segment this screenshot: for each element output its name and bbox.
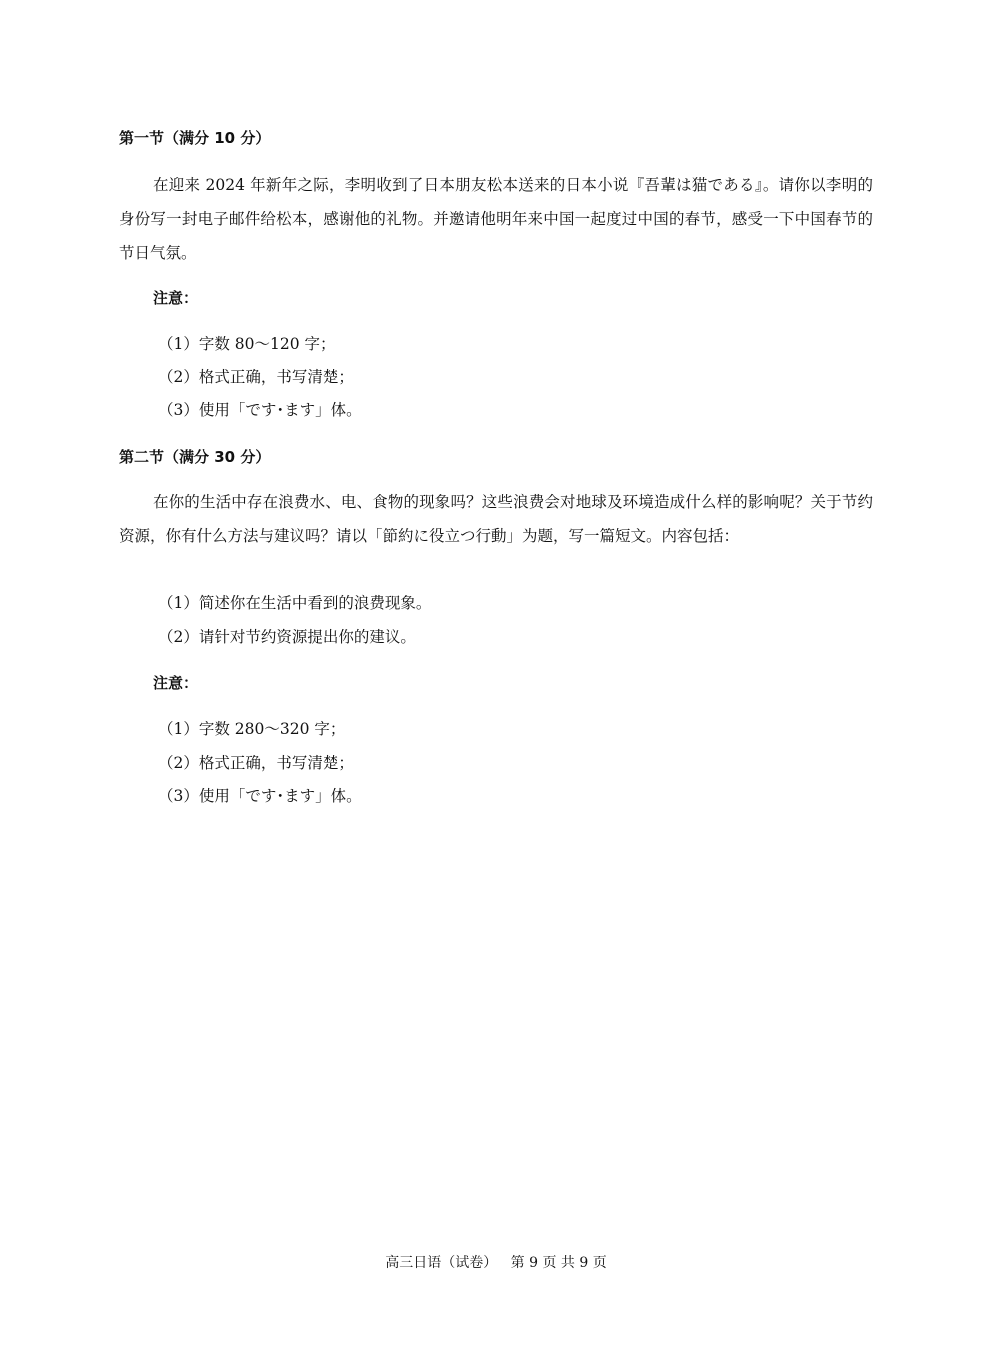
section2-note-2: （2）格式正确，书写清楚； xyxy=(158,754,354,772)
section1-paragraph-before: 在迎来 2024 年新年之际，李明收到了日本朋友松本送来的日本小说 xyxy=(153,176,629,194)
section2-content-item-1: （1）简述你在生活中看到的浪费现象。 xyxy=(158,594,432,612)
section1-note-2: （2）格式正确，书写清楚； xyxy=(158,368,354,386)
section1-heading: 第一节（满分 10 分） xyxy=(119,129,271,147)
section1-note-1: （1）字数 80～120 字； xyxy=(158,335,336,353)
section2-content-item-2: （2）请针对节约资源提出你的建议。 xyxy=(158,628,416,646)
page-footer: 高三日语（试卷） 第 9 页 共 9 页 xyxy=(385,1255,607,1271)
section1-paragraph-after: 。请你以李明的身份写一封电子邮件给松本，感谢他的礼物。并邀请他明年来中国一起度过中国的春节，感受一下中国春节的节日气氛。 xyxy=(119,176,873,262)
section1-paragraph xyxy=(119,168,873,270)
essay-topic: 「節約に役立つ行動」 xyxy=(367,527,523,545)
section2-note-label: 注意： xyxy=(153,674,199,692)
section1-note-3-style: 「です･ます」 xyxy=(229,401,331,419)
section1-note-3-before: （3）使用 xyxy=(158,401,230,419)
section2-note-3-before: （3）使用 xyxy=(158,787,230,805)
section2-paragraph-before: 在你的生活中存在浪费水、电、食物的现象吗？这些浪费会对地球及环境造成什么样的影响呢？关于节约资源，你有什么方法与建议吗？请以 xyxy=(119,493,873,545)
section2-paragraph-after: 为题，写一篇短文。内容包括： xyxy=(522,527,740,545)
section2-heading: 第二节（满分 30 分） xyxy=(119,448,271,466)
section2-paragraph xyxy=(119,485,873,553)
section2-note-3-after: 体。 xyxy=(330,787,362,805)
section1-note-3 xyxy=(158,399,362,421)
book-title: 『吾輩は猫である』 xyxy=(628,176,763,194)
section1-note-3-after: 体。 xyxy=(330,401,362,419)
section2-note-3 xyxy=(158,785,362,807)
section1-note-label: 注意： xyxy=(153,289,199,307)
section2-note-1: （1）字数 280～320 字； xyxy=(158,720,346,738)
section2-note-3-style: 「です･ます」 xyxy=(229,787,331,805)
